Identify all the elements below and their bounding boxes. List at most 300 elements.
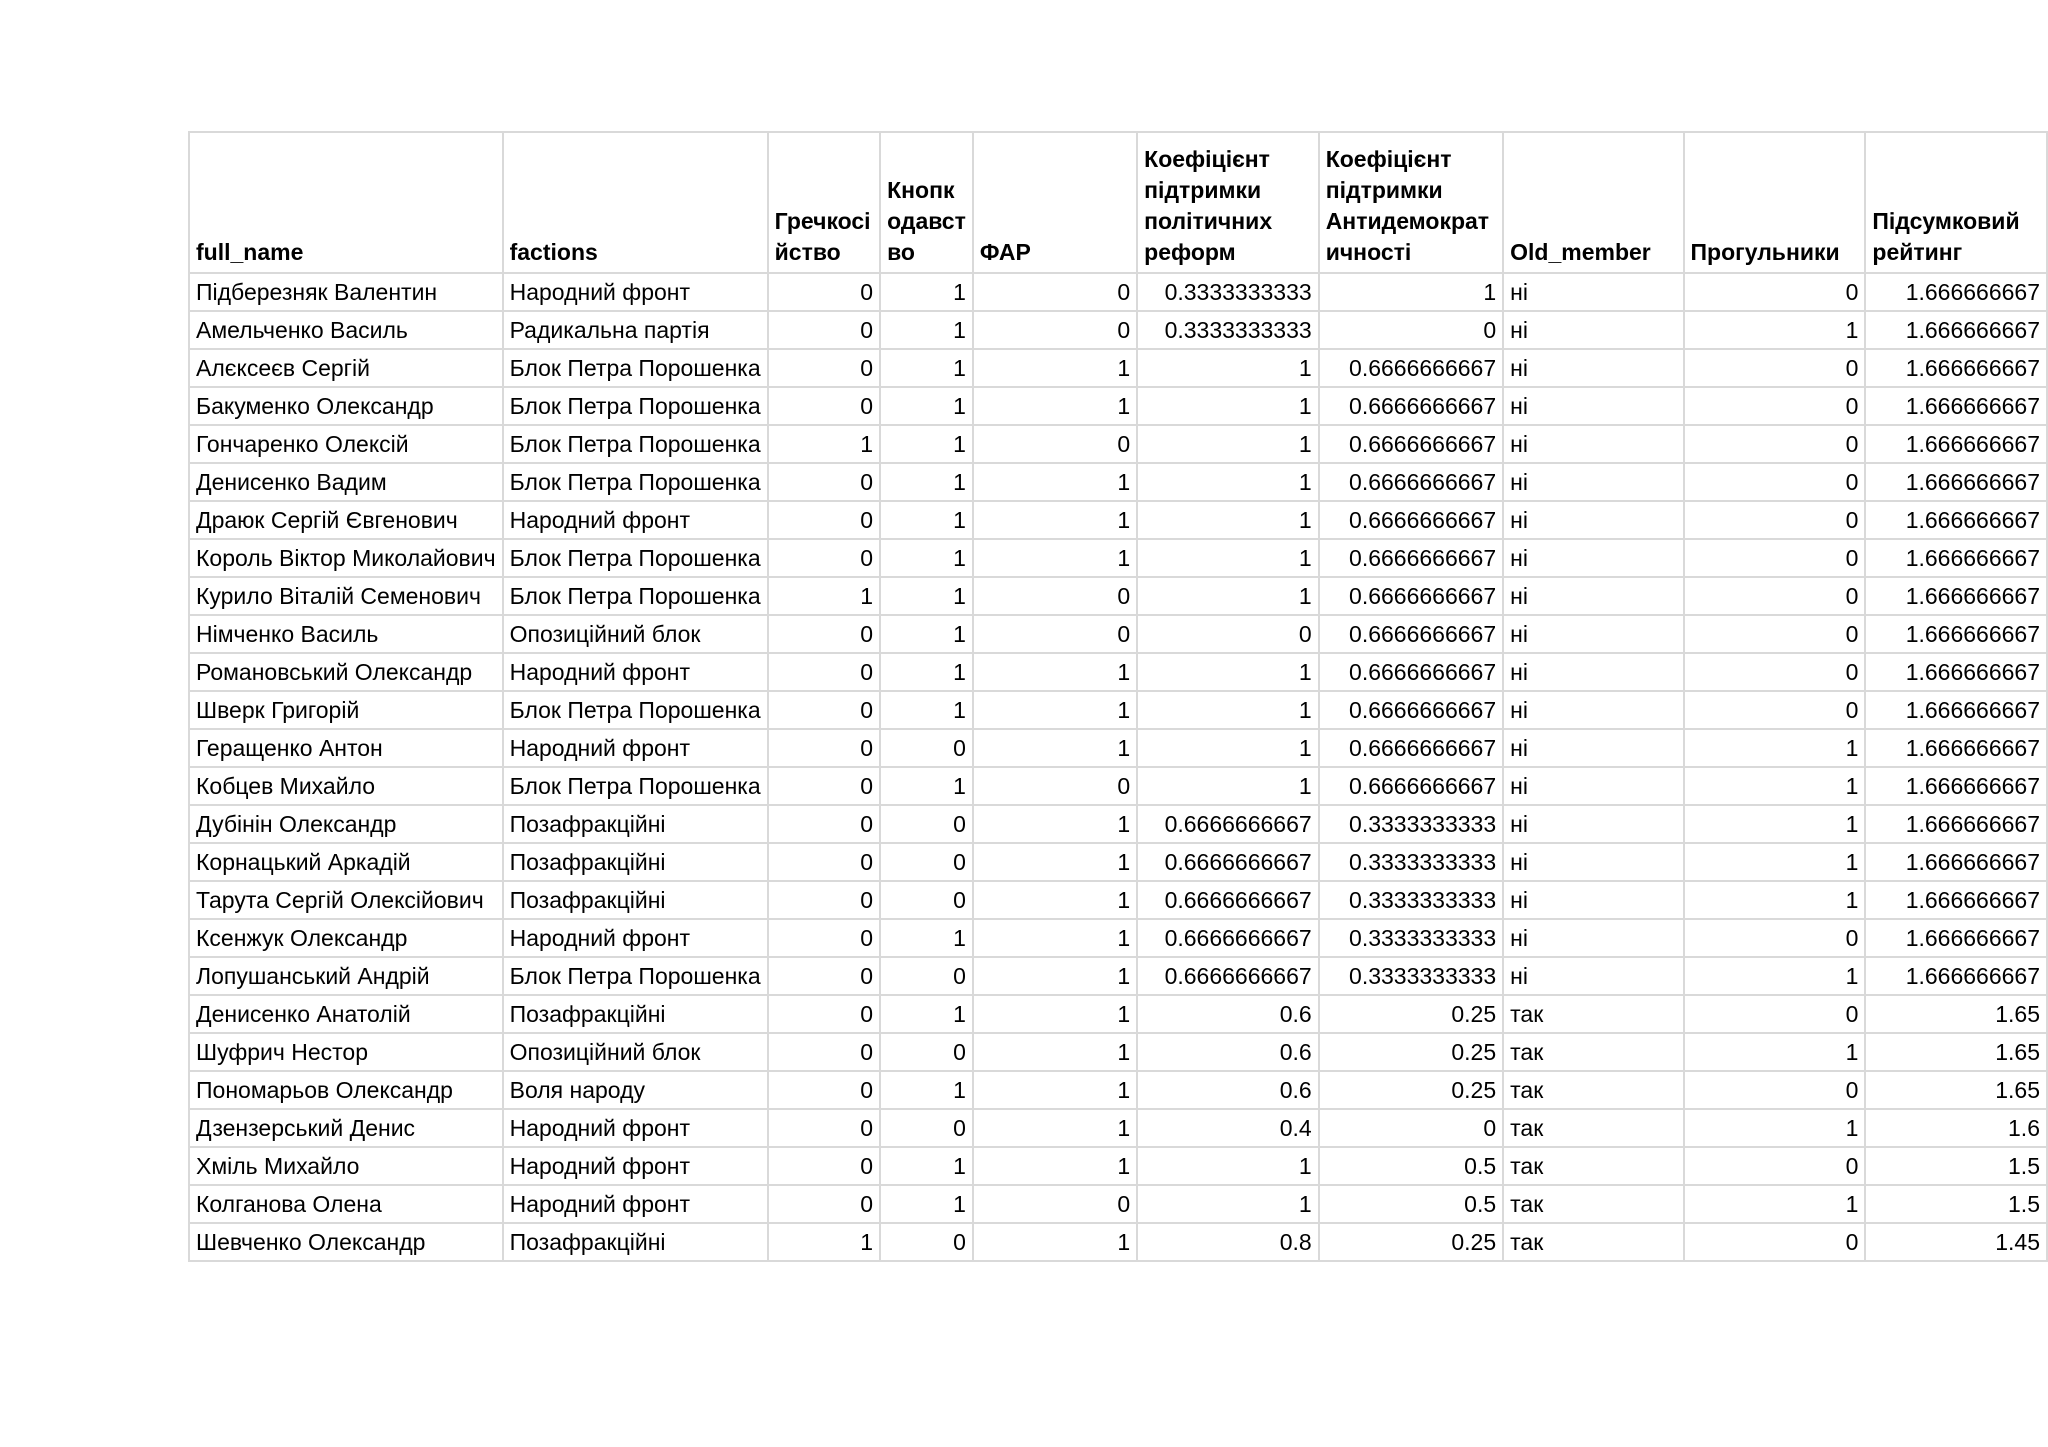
cell-full-name[interactable]: Шуфрич Нестор	[189, 1033, 503, 1071]
cell-truants[interactable]: 0	[1684, 463, 1866, 501]
cell-antidemocracy-support[interactable]: 0	[1319, 311, 1503, 349]
table-body	[189, 273, 2047, 1261]
cell-knopkodavstvo[interactable]: 0	[880, 1223, 973, 1261]
cell-antidemocracy-support[interactable]: 0.5	[1319, 1147, 1503, 1185]
cell-knopkodavstvo[interactable]: 0	[880, 1033, 973, 1071]
cell-final-rating[interactable]: 1.65	[1865, 1071, 2047, 1109]
column-header-factions[interactable]	[503, 132, 768, 273]
cell-old-member[interactable]: ні	[1503, 577, 1683, 615]
cell-full-name[interactable]: Пономарьов Олександр	[189, 1071, 503, 1109]
cell-far[interactable]: 0	[973, 1185, 1137, 1223]
cell-grechkosiystvo[interactable]: 0	[768, 767, 880, 805]
cell-antidemocracy-support[interactable]: 0.3333333333	[1319, 957, 1503, 995]
cell-final-rating[interactable]: 1.666666667	[1865, 805, 2047, 843]
cell-old-member[interactable]: ні	[1503, 501, 1683, 539]
table-row	[189, 425, 2047, 463]
cell-final-rating[interactable]: 1.6	[1865, 1109, 2047, 1147]
column-header-text: реформ	[1144, 239, 1236, 265]
cell-far[interactable]: 0	[973, 767, 1137, 805]
cell-factions[interactable]: Народний фронт	[503, 1147, 768, 1185]
cell-truants[interactable]: 1	[1684, 729, 1866, 767]
cell-grechkosiystvo[interactable]: 0	[768, 1033, 880, 1071]
cell-grechkosiystvo[interactable]: 0	[768, 1071, 880, 1109]
cell-factions[interactable]: Радикальна партія	[503, 311, 768, 349]
cell-reform-support[interactable]: 1	[1137, 1147, 1319, 1185]
cell-final-rating[interactable]: 1.666666667	[1865, 957, 2047, 995]
cell-grechkosiystvo[interactable]: 0	[768, 881, 880, 919]
cell-antidemocracy-support[interactable]: 0.3333333333	[1319, 919, 1503, 957]
cell-factions[interactable]: Блок Петра Порошенка	[503, 691, 768, 729]
cell-final-rating[interactable]: 1.666666667	[1865, 729, 2047, 767]
cell-antidemocracy-support[interactable]: 0.6666666667	[1319, 387, 1503, 425]
column-header-text: рейтинг	[1872, 239, 1963, 265]
cell-truants[interactable]: 0	[1684, 501, 1866, 539]
cell-reform-support[interactable]: 0.4	[1137, 1109, 1319, 1147]
column-header-text: во	[887, 239, 915, 265]
cell-truants[interactable]: 1	[1684, 311, 1866, 349]
cell-factions[interactable]: Народний фронт	[503, 273, 768, 311]
cell-factions[interactable]: Опозиційний блок	[503, 615, 768, 653]
cell-final-rating[interactable]: 1.65	[1865, 1033, 2047, 1071]
table-row	[189, 957, 2047, 995]
cell-reform-support[interactable]: 0.6	[1137, 1033, 1319, 1071]
cell-full-name[interactable]: Кобцев Михайло	[189, 767, 503, 805]
cell-knopkodavstvo[interactable]: 1	[880, 311, 973, 349]
cell-far[interactable]: 1	[973, 1033, 1137, 1071]
cell-antidemocracy-support[interactable]: 0.25	[1319, 1071, 1503, 1109]
cell-full-name[interactable]: Геращенко Антон	[189, 729, 503, 767]
cell-knopkodavstvo[interactable]: 1	[880, 615, 973, 653]
cell-final-rating[interactable]: 1.666666667	[1865, 311, 2047, 349]
cell-truants[interactable]: 1	[1684, 1033, 1866, 1071]
cell-truants[interactable]: 0	[1684, 425, 1866, 463]
cell-old-member[interactable]: ні	[1503, 881, 1683, 919]
cell-final-rating[interactable]: 1.45	[1865, 1223, 2047, 1261]
cell-antidemocracy-support[interactable]: 0.6666666667	[1319, 463, 1503, 501]
cell-factions[interactable]: Блок Петра Порошенка	[503, 463, 768, 501]
cell-truants[interactable]: 1	[1684, 767, 1866, 805]
header-row	[189, 132, 2047, 273]
cell-antidemocracy-support[interactable]: 0.6666666667	[1319, 577, 1503, 615]
column-header-knopkodavstvo[interactable]	[880, 132, 973, 273]
cell-knopkodavstvo[interactable]: 0	[880, 805, 973, 843]
column-header-grechkosiystvo[interactable]	[768, 132, 880, 273]
cell-far[interactable]: 1	[973, 881, 1137, 919]
cell-truants[interactable]: 0	[1684, 1223, 1866, 1261]
cell-factions[interactable]: Блок Петра Порошенка	[503, 957, 768, 995]
cell-full-name[interactable]: Романовський Олександр	[189, 653, 503, 691]
spreadsheet-table	[188, 131, 2048, 1262]
column-header-text: Old_member	[1510, 239, 1651, 265]
cell-reform-support[interactable]: 0.3333333333	[1137, 311, 1319, 349]
cell-final-rating[interactable]: 1.666666667	[1865, 463, 2047, 501]
cell-full-name[interactable]: Шевченко Олександр	[189, 1223, 503, 1261]
cell-reform-support[interactable]: 1	[1137, 653, 1319, 691]
cell-old-member[interactable]: ні	[1503, 957, 1683, 995]
cell-truants[interactable]: 0	[1684, 349, 1866, 387]
cell-factions[interactable]: Блок Петра Порошенка	[503, 539, 768, 577]
cell-knopkodavstvo[interactable]: 0	[880, 881, 973, 919]
cell-final-rating[interactable]: 1.666666667	[1865, 577, 2047, 615]
cell-old-member[interactable]: ні	[1503, 729, 1683, 767]
cell-old-member[interactable]: так	[1503, 1223, 1683, 1261]
cell-final-rating[interactable]: 1.65	[1865, 995, 2047, 1033]
cell-factions[interactable]: Народний фронт	[503, 653, 768, 691]
cell-old-member[interactable]: так	[1503, 1185, 1683, 1223]
cell-final-rating[interactable]: 1.666666667	[1865, 615, 2047, 653]
table-row	[189, 1147, 2047, 1185]
cell-grechkosiystvo[interactable]: 1	[768, 425, 880, 463]
table-row	[189, 539, 2047, 577]
cell-reform-support[interactable]: 1	[1137, 501, 1319, 539]
cell-old-member[interactable]: ні	[1503, 425, 1683, 463]
table-row	[189, 463, 2047, 501]
cell-reform-support[interactable]: 1	[1137, 767, 1319, 805]
cell-old-member[interactable]: так	[1503, 995, 1683, 1033]
table-row	[189, 767, 2047, 805]
cell-antidemocracy-support[interactable]: 0.6666666667	[1319, 729, 1503, 767]
cell-antidemocracy-support[interactable]: 0.3333333333	[1319, 843, 1503, 881]
cell-factions[interactable]: Воля народу	[503, 1071, 768, 1109]
table-row	[189, 311, 2047, 349]
cell-truants[interactable]: 0	[1684, 273, 1866, 311]
cell-truants[interactable]: 0	[1684, 995, 1866, 1033]
cell-knopkodavstvo[interactable]: 0	[880, 843, 973, 881]
cell-old-member[interactable]: так	[1503, 1147, 1683, 1185]
cell-knopkodavstvo[interactable]: 1	[880, 1147, 973, 1185]
column-header-far[interactable]	[973, 132, 1137, 273]
cell-grechkosiystvo[interactable]: 0	[768, 615, 880, 653]
cell-final-rating[interactable]: 1.5	[1865, 1147, 2047, 1185]
cell-far[interactable]: 1	[973, 349, 1137, 387]
cell-reform-support[interactable]: 1	[1137, 691, 1319, 729]
cell-grechkosiystvo[interactable]: 0	[768, 311, 880, 349]
cell-grechkosiystvo[interactable]: 0	[768, 273, 880, 311]
cell-final-rating[interactable]: 1.666666667	[1865, 425, 2047, 463]
cell-full-name[interactable]: Тарута Сергій Олексійович	[189, 881, 503, 919]
cell-full-name[interactable]: Денисенко Вадим	[189, 463, 503, 501]
cell-reform-support[interactable]: 0.6	[1137, 1071, 1319, 1109]
cell-reform-support[interactable]: 0	[1137, 615, 1319, 653]
cell-full-name[interactable]: Алєксеєв Сергій	[189, 349, 503, 387]
cell-factions[interactable]: Народний фронт	[503, 919, 768, 957]
cell-factions[interactable]: Народний фронт	[503, 1185, 768, 1223]
cell-antidemocracy-support[interactable]: 0.25	[1319, 995, 1503, 1033]
cell-grechkosiystvo[interactable]: 0	[768, 387, 880, 425]
cell-antidemocracy-support[interactable]: 0.3333333333	[1319, 881, 1503, 919]
cell-grechkosiystvo[interactable]: 1	[768, 1223, 880, 1261]
cell-knopkodavstvo[interactable]: 1	[880, 463, 973, 501]
cell-grechkosiystvo[interactable]: 0	[768, 957, 880, 995]
cell-grechkosiystvo[interactable]: 0	[768, 919, 880, 957]
cell-far[interactable]: 1	[973, 653, 1137, 691]
cell-final-rating[interactable]: 1.666666667	[1865, 539, 2047, 577]
cell-antidemocracy-support[interactable]: 0.5	[1319, 1185, 1503, 1223]
cell-far[interactable]: 1	[973, 463, 1137, 501]
cell-grechkosiystvo[interactable]: 0	[768, 653, 880, 691]
column-header-text: Підсумковий	[1872, 208, 2020, 234]
column-header-full-name[interactable]	[189, 132, 503, 273]
cell-full-name[interactable]: Дзензерський Денис	[189, 1109, 503, 1147]
cell-far[interactable]: 1	[973, 805, 1137, 843]
cell-far[interactable]: 1	[973, 1071, 1137, 1109]
cell-factions[interactable]: Блок Петра Порошенка	[503, 425, 768, 463]
cell-truants[interactable]: 1	[1684, 881, 1866, 919]
cell-far[interactable]: 1	[973, 843, 1137, 881]
cell-truants[interactable]: 0	[1684, 919, 1866, 957]
cell-truants[interactable]: 1	[1684, 1109, 1866, 1147]
cell-reform-support[interactable]: 0.6666666667	[1137, 843, 1319, 881]
cell-reform-support[interactable]: 1	[1137, 349, 1319, 387]
cell-final-rating[interactable]: 1.666666667	[1865, 843, 2047, 881]
cell-old-member[interactable]: ні	[1503, 843, 1683, 881]
cell-knopkodavstvo[interactable]: 1	[880, 1185, 973, 1223]
cell-full-name[interactable]: Амельченко Василь	[189, 311, 503, 349]
cell-final-rating[interactable]: 1.666666667	[1865, 349, 2047, 387]
cell-factions[interactable]: Позафракційні	[503, 995, 768, 1033]
cell-grechkosiystvo[interactable]: 1	[768, 577, 880, 615]
column-header-text: Коефіцієнт	[1144, 146, 1270, 172]
cell-knopkodavstvo[interactable]: 1	[880, 273, 973, 311]
cell-final-rating[interactable]: 1.666666667	[1865, 387, 2047, 425]
cell-grechkosiystvo[interactable]: 0	[768, 805, 880, 843]
cell-factions[interactable]: Блок Петра Порошенка	[503, 767, 768, 805]
cell-grechkosiystvo[interactable]: 0	[768, 463, 880, 501]
cell-final-rating[interactable]: 1.5	[1865, 1185, 2047, 1223]
cell-far[interactable]: 1	[973, 387, 1137, 425]
cell-factions[interactable]: Народний фронт	[503, 501, 768, 539]
cell-full-name[interactable]: Дубінін Олександр	[189, 805, 503, 843]
cell-reform-support[interactable]: 0.6666666667	[1137, 881, 1319, 919]
cell-old-member[interactable]: ні	[1503, 311, 1683, 349]
cell-final-rating[interactable]: 1.666666667	[1865, 881, 2047, 919]
cell-old-member[interactable]: ні	[1503, 805, 1683, 843]
cell-grechkosiystvo[interactable]: 0	[768, 1185, 880, 1223]
cell-full-name[interactable]: Драюк Сергій Євгенович	[189, 501, 503, 539]
cell-reform-support[interactable]: 1	[1137, 463, 1319, 501]
table-row	[189, 653, 2047, 691]
cell-knopkodavstvo[interactable]: 1	[880, 653, 973, 691]
cell-reform-support[interactable]: 1	[1137, 539, 1319, 577]
cell-antidemocracy-support[interactable]: 0.6666666667	[1319, 767, 1503, 805]
cell-old-member[interactable]: ні	[1503, 463, 1683, 501]
cell-antidemocracy-support[interactable]: 1	[1319, 273, 1503, 311]
cell-reform-support[interactable]: 0.6666666667	[1137, 805, 1319, 843]
cell-full-name[interactable]: Корнацький Аркадій	[189, 843, 503, 881]
cell-old-member[interactable]: ні	[1503, 615, 1683, 653]
cell-full-name[interactable]: Хміль Михайло	[189, 1147, 503, 1185]
cell-antidemocracy-support[interactable]: 0.6666666667	[1319, 425, 1503, 463]
header-row-group	[189, 132, 2047, 273]
cell-antidemocracy-support[interactable]: 0	[1319, 1109, 1503, 1147]
cell-far[interactable]: 1	[973, 1109, 1137, 1147]
cell-factions[interactable]: Позафракційні	[503, 805, 768, 843]
cell-far[interactable]: 0	[973, 615, 1137, 653]
cell-truants[interactable]: 0	[1684, 539, 1866, 577]
cell-reform-support[interactable]: 0.6666666667	[1137, 919, 1319, 957]
table-row	[189, 919, 2047, 957]
cell-reform-support[interactable]: 1	[1137, 387, 1319, 425]
cell-far[interactable]: 1	[973, 1223, 1137, 1261]
cell-antidemocracy-support[interactable]: 0.3333333333	[1319, 805, 1503, 843]
cell-far[interactable]: 0	[973, 577, 1137, 615]
cell-far[interactable]: 1	[973, 957, 1137, 995]
column-header-text: Кнопк	[887, 177, 955, 203]
cell-far[interactable]: 1	[973, 1147, 1137, 1185]
column-header-old-member[interactable]	[1503, 132, 1683, 273]
cell-full-name[interactable]: Підберезняк Валентин	[189, 273, 503, 311]
cell-antidemocracy-support[interactable]: 0.25	[1319, 1223, 1503, 1261]
cell-old-member[interactable]: ні	[1503, 273, 1683, 311]
cell-knopkodavstvo[interactable]: 1	[880, 349, 973, 387]
cell-truants[interactable]: 0	[1684, 1147, 1866, 1185]
cell-grechkosiystvo[interactable]: 0	[768, 501, 880, 539]
cell-antidemocracy-support[interactable]: 0.6666666667	[1319, 539, 1503, 577]
cell-full-name[interactable]: Курило Віталій Семенович	[189, 577, 503, 615]
cell-final-rating[interactable]: 1.666666667	[1865, 501, 2047, 539]
cell-full-name[interactable]: Гончаренко Олексій	[189, 425, 503, 463]
cell-antidemocracy-support[interactable]: 0.6666666667	[1319, 501, 1503, 539]
cell-full-name[interactable]: Ксенжук Олександр	[189, 919, 503, 957]
cell-truants[interactable]: 0	[1684, 653, 1866, 691]
cell-factions[interactable]: Позафракційні	[503, 881, 768, 919]
column-header-text: йство	[774, 239, 841, 265]
cell-far[interactable]: 1	[973, 691, 1137, 729]
cell-full-name[interactable]: Денисенко Анатолій	[189, 995, 503, 1033]
cell-full-name[interactable]: Лопушанський Андрій	[189, 957, 503, 995]
cell-knopkodavstvo[interactable]: 0	[880, 1109, 973, 1147]
cell-far[interactable]: 1	[973, 729, 1137, 767]
cell-full-name[interactable]: Бакуменко Олександр	[189, 387, 503, 425]
table-row	[189, 1071, 2047, 1109]
cell-antidemocracy-support[interactable]: 0.25	[1319, 1033, 1503, 1071]
cell-full-name[interactable]: Колганова Олена	[189, 1185, 503, 1223]
cell-old-member[interactable]: ні	[1503, 691, 1683, 729]
cell-truants[interactable]: 1	[1684, 805, 1866, 843]
cell-truants[interactable]: 0	[1684, 1071, 1866, 1109]
column-header-truants[interactable]	[1684, 132, 1866, 273]
cell-final-rating[interactable]: 1.666666667	[1865, 653, 2047, 691]
cell-old-member[interactable]: так	[1503, 1109, 1683, 1147]
cell-full-name[interactable]: Шверк Григорій	[189, 691, 503, 729]
cell-far[interactable]: 0	[973, 311, 1137, 349]
cell-reform-support[interactable]: 0.6666666667	[1137, 957, 1319, 995]
cell-old-member[interactable]: ні	[1503, 539, 1683, 577]
cell-factions[interactable]: Позафракційні	[503, 843, 768, 881]
cell-factions[interactable]: Блок Петра Порошенка	[503, 349, 768, 387]
cell-antidemocracy-support[interactable]: 0.6666666667	[1319, 653, 1503, 691]
cell-factions[interactable]: Позафракційні	[503, 1223, 768, 1261]
cell-knopkodavstvo[interactable]: 1	[880, 919, 973, 957]
cell-grechkosiystvo[interactable]: 0	[768, 1147, 880, 1185]
cell-grechkosiystvo[interactable]: 0	[768, 1109, 880, 1147]
cell-reform-support[interactable]: 1	[1137, 577, 1319, 615]
cell-grechkosiystvo[interactable]: 0	[768, 729, 880, 767]
column-header-reform-support[interactable]	[1137, 132, 1319, 273]
cell-reform-support[interactable]: 0.8	[1137, 1223, 1319, 1261]
cell-final-rating[interactable]: 1.666666667	[1865, 919, 2047, 957]
cell-far[interactable]: 1	[973, 501, 1137, 539]
cell-antidemocracy-support[interactable]: 0.6666666667	[1319, 349, 1503, 387]
cell-grechkosiystvo[interactable]: 0	[768, 349, 880, 387]
column-header-text: ФАР	[979, 239, 1031, 265]
cell-far[interactable]: 0	[973, 273, 1137, 311]
cell-knopkodavstvo[interactable]: 1	[880, 577, 973, 615]
cell-grechkosiystvo[interactable]: 0	[768, 691, 880, 729]
cell-far[interactable]: 1	[973, 919, 1137, 957]
cell-truants[interactable]: 0	[1684, 615, 1866, 653]
column-header-antidemocracy-support[interactable]	[1319, 132, 1503, 273]
cell-final-rating[interactable]: 1.666666667	[1865, 767, 2047, 805]
cell-knopkodavstvo[interactable]: 1	[880, 501, 973, 539]
cell-far[interactable]: 1	[973, 995, 1137, 1033]
cell-far[interactable]: 1	[973, 539, 1137, 577]
cell-full-name[interactable]: Король Віктор Миколайович	[189, 539, 503, 577]
cell-truants[interactable]: 1	[1684, 957, 1866, 995]
cell-old-member[interactable]: так	[1503, 1033, 1683, 1071]
cell-grechkosiystvo[interactable]: 0	[768, 539, 880, 577]
cell-old-member[interactable]: ні	[1503, 387, 1683, 425]
cell-grechkosiystvo[interactable]: 0	[768, 843, 880, 881]
cell-knopkodavstvo[interactable]: 1	[880, 995, 973, 1033]
table-row	[189, 615, 2047, 653]
cell-truants[interactable]: 0	[1684, 387, 1866, 425]
cell-knopkodavstvo[interactable]: 0	[880, 957, 973, 995]
cell-reform-support[interactable]: 1	[1137, 729, 1319, 767]
cell-old-member[interactable]: ні	[1503, 653, 1683, 691]
cell-reform-support[interactable]: 1	[1137, 425, 1319, 463]
cell-final-rating[interactable]: 1.666666667	[1865, 691, 2047, 729]
cell-final-rating[interactable]: 1.666666667	[1865, 273, 2047, 311]
cell-factions[interactable]: Народний фронт	[503, 729, 768, 767]
cell-truants[interactable]: 0	[1684, 577, 1866, 615]
cell-antidemocracy-support[interactable]: 0.6666666667	[1319, 691, 1503, 729]
column-header-final-rating[interactable]	[1865, 132, 2047, 273]
cell-old-member[interactable]: ні	[1503, 919, 1683, 957]
cell-factions[interactable]: Блок Петра Порошенка	[503, 577, 768, 615]
table-row	[189, 805, 2047, 843]
column-header-text: Коефіцієнт	[1325, 146, 1452, 172]
cell-knopkodavstvo[interactable]: 1	[880, 387, 973, 425]
cell-old-member[interactable]: ні	[1503, 767, 1683, 805]
table-row	[189, 881, 2047, 919]
cell-truants[interactable]: 0	[1684, 691, 1866, 729]
cell-knopkodavstvo[interactable]: 1	[880, 539, 973, 577]
table-row	[189, 843, 2047, 881]
cell-truants[interactable]: 1	[1684, 1185, 1866, 1223]
cell-factions[interactable]: Народний фронт	[503, 1109, 768, 1147]
cell-antidemocracy-support[interactable]: 0.6666666667	[1319, 615, 1503, 653]
cell-reform-support[interactable]: 0.3333333333	[1137, 273, 1319, 311]
cell-grechkosiystvo[interactable]: 0	[768, 995, 880, 1033]
cell-truants[interactable]: 1	[1684, 843, 1866, 881]
table-row	[189, 995, 2047, 1033]
cell-factions[interactable]: Опозиційний блок	[503, 1033, 768, 1071]
cell-old-member[interactable]: ні	[1503, 349, 1683, 387]
table-row	[189, 577, 2047, 615]
cell-old-member[interactable]: так	[1503, 1071, 1683, 1109]
cell-reform-support[interactable]: 1	[1137, 1185, 1319, 1223]
cell-knopkodavstvo[interactable]: 1	[880, 691, 973, 729]
cell-reform-support[interactable]: 0.6	[1137, 995, 1319, 1033]
cell-far[interactable]: 0	[973, 425, 1137, 463]
cell-knopkodavstvo[interactable]: 0	[880, 729, 973, 767]
cell-knopkodavstvo[interactable]: 1	[880, 767, 973, 805]
cell-knopkodavstvo[interactable]: 1	[880, 1071, 973, 1109]
cell-factions[interactable]: Блок Петра Порошенка	[503, 387, 768, 425]
cell-full-name[interactable]: Німченко Василь	[189, 615, 503, 653]
cell-knopkodavstvo[interactable]: 1	[880, 425, 973, 463]
